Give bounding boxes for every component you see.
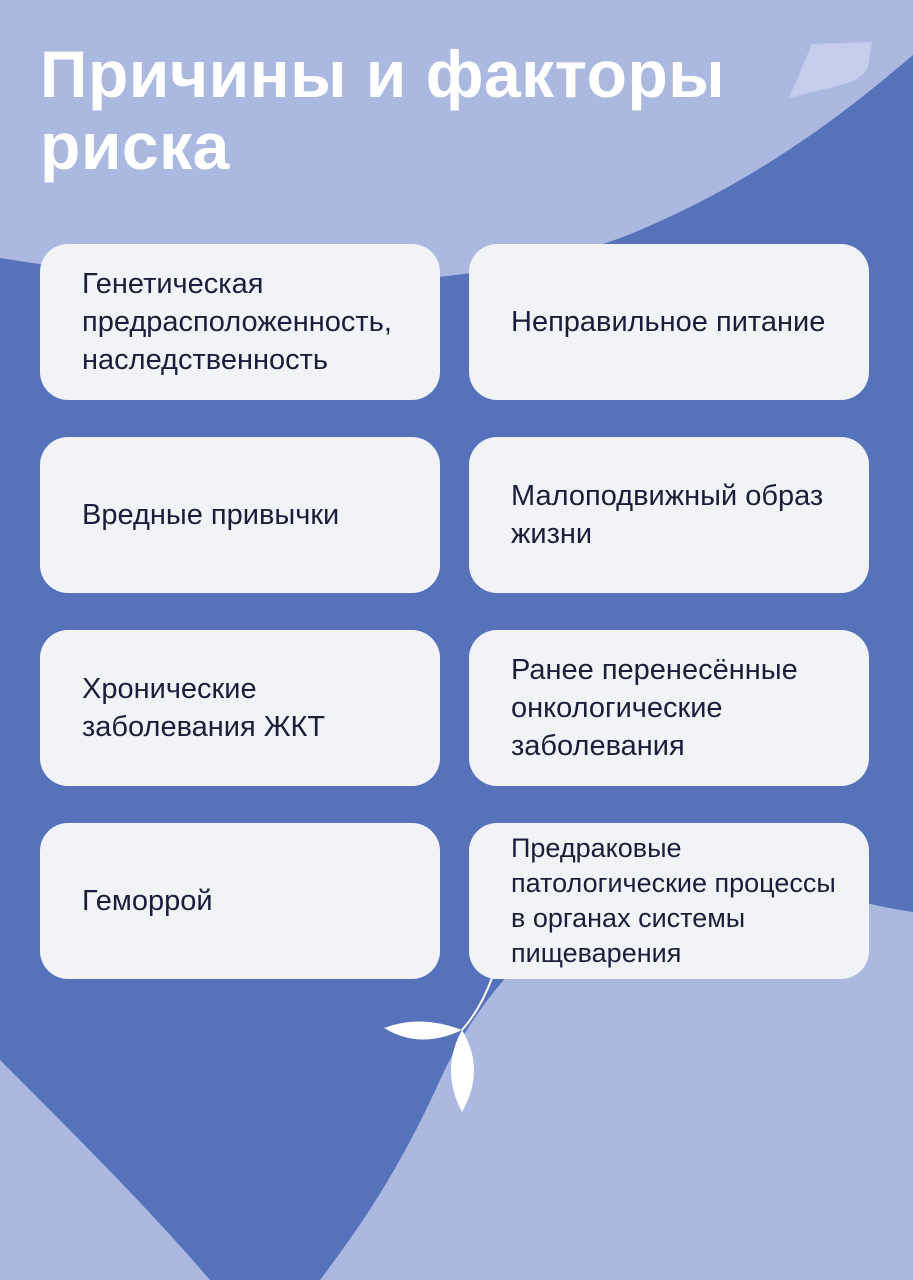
factor-card-nutrition xyxy=(469,244,869,400)
factor-card-precancerous xyxy=(469,823,869,979)
factor-card-gi-diseases xyxy=(40,630,440,786)
factor-label: Предраковые патологические процессы в органах системы пищеварения xyxy=(511,833,836,968)
factor-card-habits xyxy=(40,437,440,593)
factor-label: Генетическая предрасположенность, наследственность xyxy=(82,268,392,376)
factor-label: Вредные привычки xyxy=(82,499,340,531)
factor-label: Ранее перенесённые онкологические заболевания xyxy=(511,654,798,762)
factor-card-sedentary xyxy=(469,437,869,593)
factor-label: Неправильное питание xyxy=(511,306,826,338)
factor-label: Хронические заболевания ЖКТ xyxy=(82,673,326,743)
factor-card-past-oncology xyxy=(469,630,869,786)
triangle-shape-icon xyxy=(789,42,872,98)
page-title: Причины и факторы риска xyxy=(40,37,726,183)
factor-card-genetic xyxy=(40,244,440,400)
factor-label: Малоподвижный образ жизни xyxy=(511,480,824,550)
factor-card-hemorrhoids xyxy=(40,823,440,979)
factor-label: Геморрой xyxy=(82,885,213,917)
